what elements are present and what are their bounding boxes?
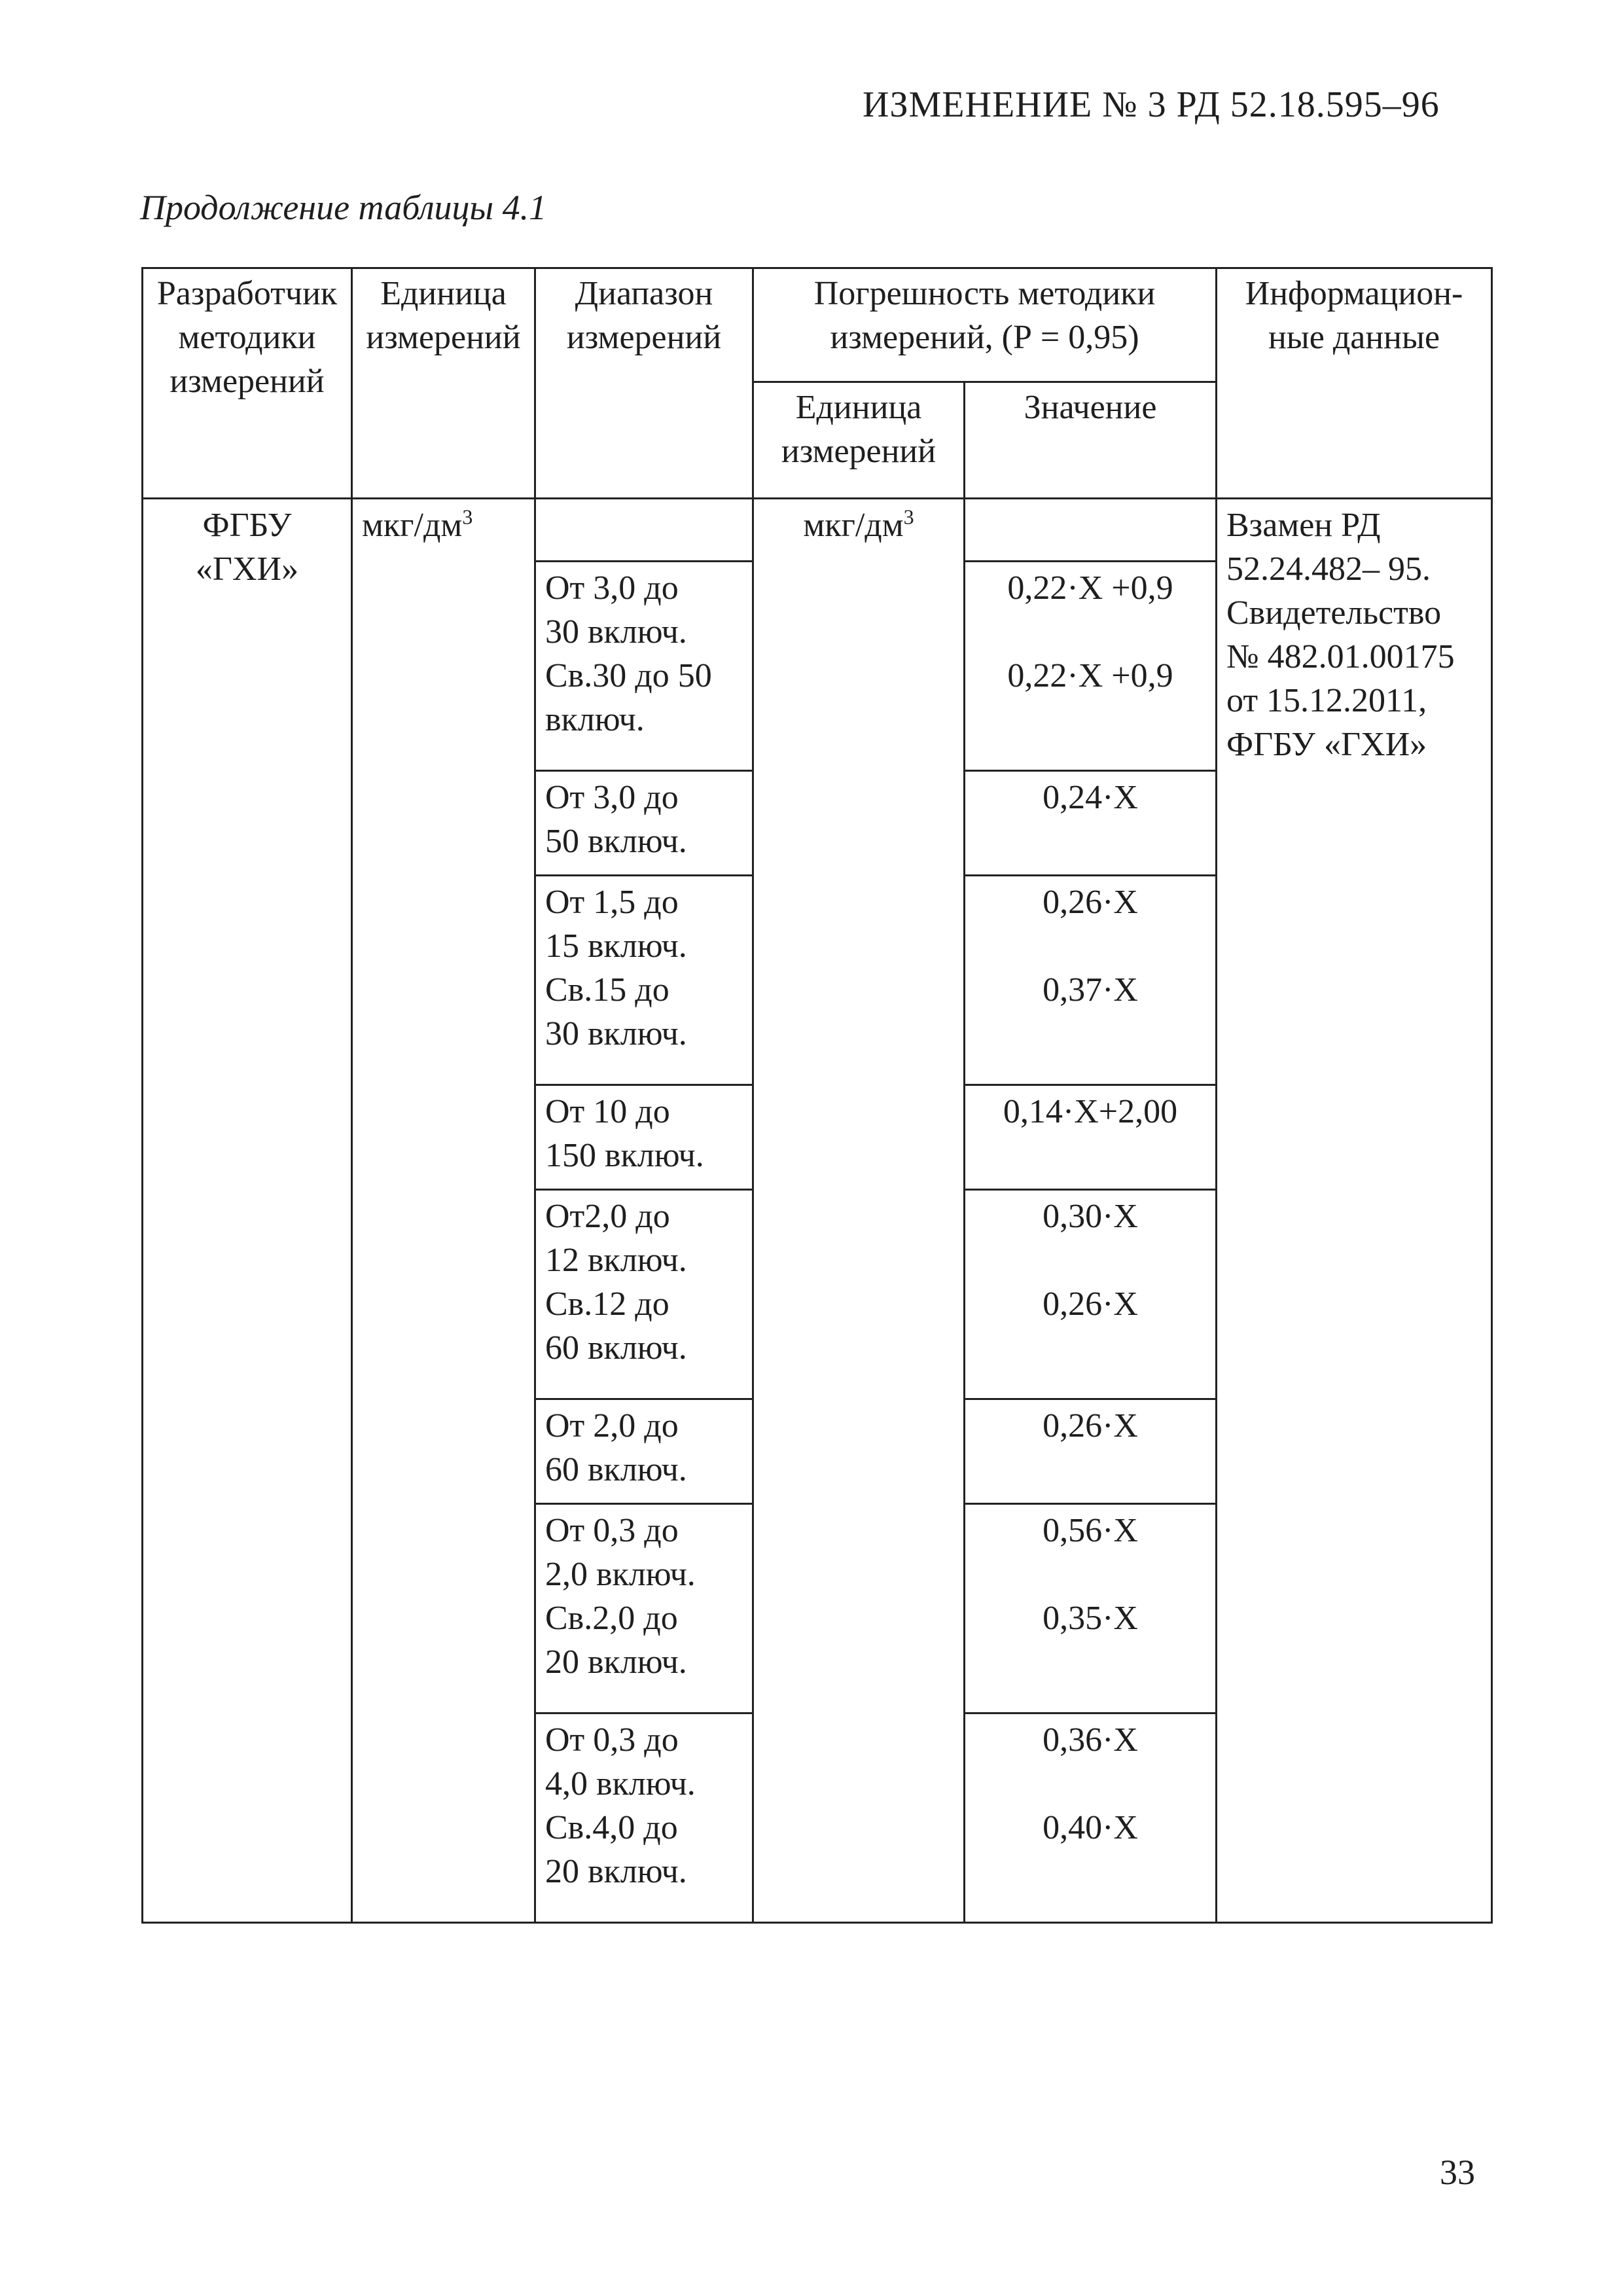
header-unit: Единица измерений	[352, 268, 535, 499]
range-cell: От2,0 до 12 включ. Св.12 до 60 включ.	[535, 1190, 753, 1399]
header-developer: Разработчик методики измерений	[143, 268, 352, 499]
value-cell: 0,14·Х+2,00	[965, 1085, 1217, 1190]
value-cell: 0,56·Х 0,35·Х	[965, 1504, 1217, 1713]
header-error-unit: Единица измерений	[753, 382, 965, 499]
document-header: ИЗМЕНЕНИЕ № 3 РД 52.18.595–96	[863, 84, 1440, 125]
range-cell: От 0,3 до 4,0 включ. Св.4,0 до 20 включ.	[535, 1713, 753, 1923]
header-info: Информацион- ные данные	[1217, 268, 1492, 499]
value-cell-empty	[965, 499, 1217, 562]
range-cell-empty	[535, 499, 753, 562]
value-cell: 0,30·Х 0,26·Х	[965, 1190, 1217, 1399]
range-cell: От 0,3 до 2,0 включ. Св.2,0 до 20 включ.	[535, 1504, 753, 1713]
error-unit-cell: мкг/$дм^3$	[753, 499, 965, 1923]
range-cell: От 3,0 до 30 включ. Св.30 до 50 включ.	[535, 562, 753, 771]
header-range: Диапазон измерений	[535, 268, 753, 499]
info-cell: Взамен РД 52.24.482– 95. Свидетельство № 482.01.00175 от 15.12.2011, ФГБУ «ГХИ»	[1217, 499, 1492, 1923]
value-cell: 0,26·Х	[965, 1399, 1217, 1504]
value-cell: 0,26·Х 0,37·Х	[965, 876, 1217, 1085]
developer-cell: ФГБУ «ГХИ»	[143, 499, 352, 1923]
table-caption: Продолжение таблицы 4.1	[140, 188, 547, 227]
value-cell: 0,36·Х 0,40·Х	[965, 1713, 1217, 1923]
page-number: 33	[1440, 2153, 1475, 2192]
value-cell: 0,24·Х	[965, 771, 1217, 876]
header-error: Погрешность методики измерений, (Р = 0,95)	[753, 268, 1217, 382]
measurement-table	[141, 267, 1493, 1924]
header-error-value: Значение	[965, 382, 1217, 499]
range-cell: От 2,0 до 60 включ.	[535, 1399, 753, 1504]
range-cell: От 3,0 до 50 включ.	[535, 771, 753, 876]
range-cell: От 10 до 150 включ.	[535, 1085, 753, 1190]
unit-cell: мкг/$дм^3$	[352, 499, 535, 1923]
value-cell: 0,22·Х +0,9 0,22·Х +0,9	[965, 562, 1217, 771]
range-cell: От 1,5 до 15 включ. Св.15 до 30 включ.	[535, 876, 753, 1085]
